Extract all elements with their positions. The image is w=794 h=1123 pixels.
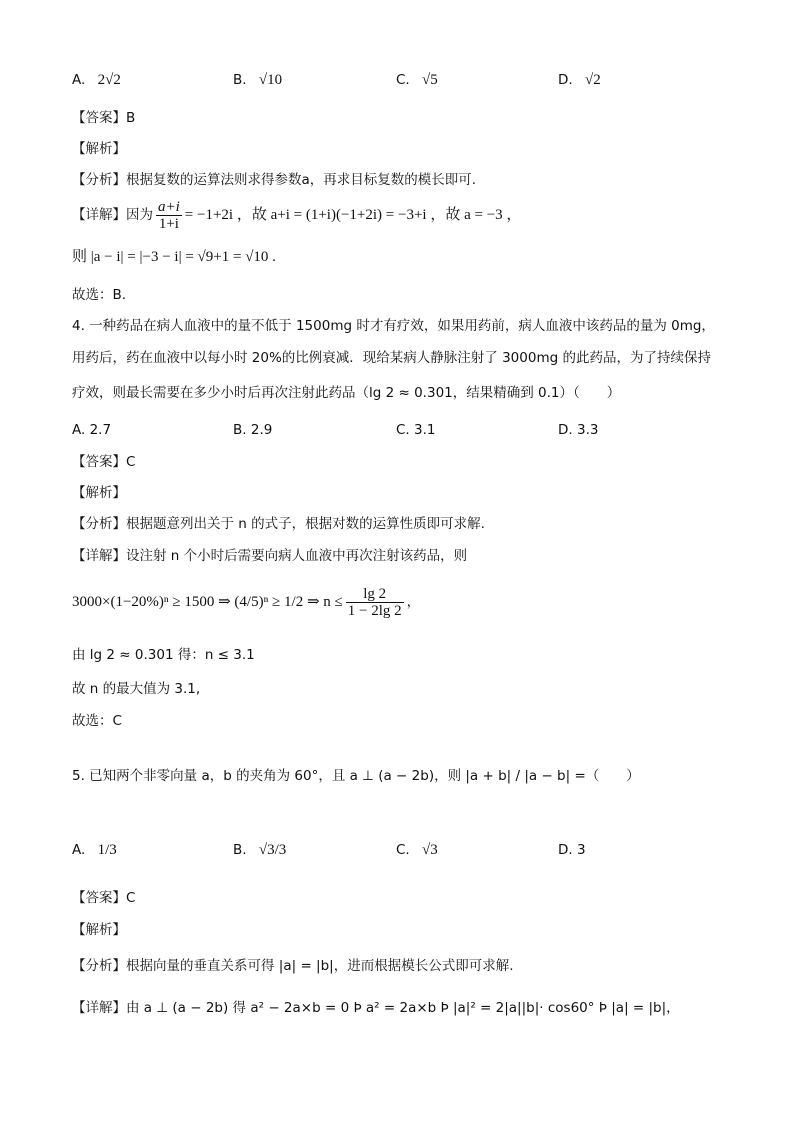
option-letter: B. bbox=[233, 72, 247, 88]
fraction-denominator: 1+i bbox=[158, 215, 179, 232]
q5-answer: 【答案】C bbox=[72, 890, 136, 906]
q3-fenxi: 【分析】根据复数的运算法则求得参数a，再求目标复数的模长即可. bbox=[72, 172, 477, 188]
q5-fenxi: 【分析】根据向量的垂直关系可得 |a| = |b|，进而根据模长公式即可求解. bbox=[72, 958, 514, 974]
q5-option-a bbox=[72, 842, 117, 859]
q5-xiangjie: 【详解】由 a ⊥ (a − 2b) 得 a² − 2a×b = 0 Þ a² = 2a×b Þ |a|² = 2|a||b|· cos60° Þ |a| = |b|， bbox=[72, 1000, 680, 1016]
option-value: 3 bbox=[576, 842, 586, 858]
q5-stem: 5. 已知两个非零向量 a，b 的夹角为 60°，且 a ⊥ (a − 2b)，则 |a + b| / |a − b| =（ ） bbox=[72, 768, 640, 784]
option-letter: B. bbox=[233, 422, 247, 438]
q4-option-c bbox=[396, 422, 436, 438]
option-letter: D. bbox=[558, 72, 573, 88]
option-value: √3/3 bbox=[258, 842, 287, 858]
q4-equation bbox=[72, 582, 420, 622]
q5-option-d bbox=[558, 842, 586, 858]
fraction bbox=[156, 199, 182, 232]
q3-option-c bbox=[396, 72, 438, 89]
xiangjie-rest: = −1+2i ，故 a+i = (1+i)(−1+2i) = −3+i ，故 a = −3 ， bbox=[184, 207, 522, 223]
option-letter: B. bbox=[233, 842, 247, 858]
q4-stem-line-3: 疗效，则最长需要在多少小时后再次注射此药品（lg 2 ≈ 0.301，结果精确到 0.1）（ ） bbox=[72, 385, 621, 401]
option-letter: C. bbox=[396, 842, 410, 858]
option-value: 2.7 bbox=[89, 422, 112, 438]
fraction-denominator: 1 − 2lg 2 bbox=[347, 602, 402, 619]
equation-tail: ， bbox=[406, 594, 421, 610]
option-value: √2 bbox=[584, 72, 601, 88]
option-letter: C. bbox=[396, 72, 410, 88]
option-letter: A. bbox=[72, 72, 86, 88]
option-value: 1/3 bbox=[97, 842, 117, 858]
q4-xiangjie: 【详解】设注射 n 个小时后需要向病人血液中再次注射该药品，则 bbox=[72, 548, 468, 564]
option-value: 3.3 bbox=[576, 422, 599, 438]
q4-stem-line-1: 4. 一种药品在病人血液中的量不低于 1500mg 时才有疗效，如果用药前，病人血液中该药品的量为 0mg， bbox=[72, 318, 715, 334]
fraction-numerator: a+i bbox=[158, 198, 180, 215]
option-value: 2.9 bbox=[250, 422, 273, 438]
q4-choose: 故选：C bbox=[72, 713, 122, 729]
option-value: √5 bbox=[422, 72, 438, 88]
option-letter: A. bbox=[72, 842, 86, 858]
option-value: √3 bbox=[422, 842, 438, 858]
q5-option-b bbox=[233, 842, 286, 859]
equation-left: 3000×(1−20%)ⁿ ≥ 1500 ⇒ (4/5)ⁿ ≥ 1/2 ⇒ n ≤ bbox=[72, 594, 343, 610]
q3-xiangjie bbox=[72, 198, 521, 232]
q4-fenxi: 【分析】根据题意列出关于 n 的式子，根据对数的运算性质即可求解. bbox=[72, 516, 485, 532]
option-letter: C. bbox=[396, 422, 410, 438]
q4-option-d bbox=[558, 422, 598, 438]
option-letter: A. bbox=[72, 422, 86, 438]
q3-option-b bbox=[233, 72, 282, 89]
q4-stem-line-2: 用药后，药在血液中以每小时 20%的比例衰减．现给某病人静脉注射了 3000mg 的此药品，为了持续保持 bbox=[72, 350, 711, 366]
q5-option-c bbox=[396, 842, 438, 859]
option-value: √10 bbox=[258, 72, 283, 88]
q3-answer: 【答案】B bbox=[72, 110, 136, 126]
option-letter: D. bbox=[558, 422, 573, 438]
q5-analysis-heading: 【解析】 bbox=[72, 922, 126, 938]
fraction bbox=[346, 586, 404, 619]
q3-option-d bbox=[558, 72, 601, 89]
xiangjie-prefix: 【详解】因为 bbox=[72, 207, 153, 223]
option-value: 3.1 bbox=[414, 422, 436, 438]
q3-analysis-heading: 【解析】 bbox=[72, 141, 126, 157]
option-value: 2√2 bbox=[97, 72, 121, 88]
q3-then-line: 则 |a − i| = |−3 − i| = √9+1 = √10 . bbox=[72, 249, 276, 265]
q4-analysis-heading: 【解析】 bbox=[72, 485, 126, 501]
q4-from-line: 由 lg 2 ≈ 0.301 得：n ≤ 3.1 bbox=[72, 647, 255, 663]
q3-option-a bbox=[72, 72, 121, 89]
q4-option-a bbox=[72, 422, 111, 438]
q3-choose: 故选：B. bbox=[72, 287, 127, 303]
q4-max-line: 故 n 的最大值为 3.1, bbox=[72, 681, 201, 697]
option-letter: D. bbox=[558, 842, 573, 858]
q4-answer: 【答案】C bbox=[72, 454, 136, 470]
fraction-numerator: lg 2 bbox=[346, 586, 404, 603]
q4-option-b bbox=[233, 422, 272, 438]
